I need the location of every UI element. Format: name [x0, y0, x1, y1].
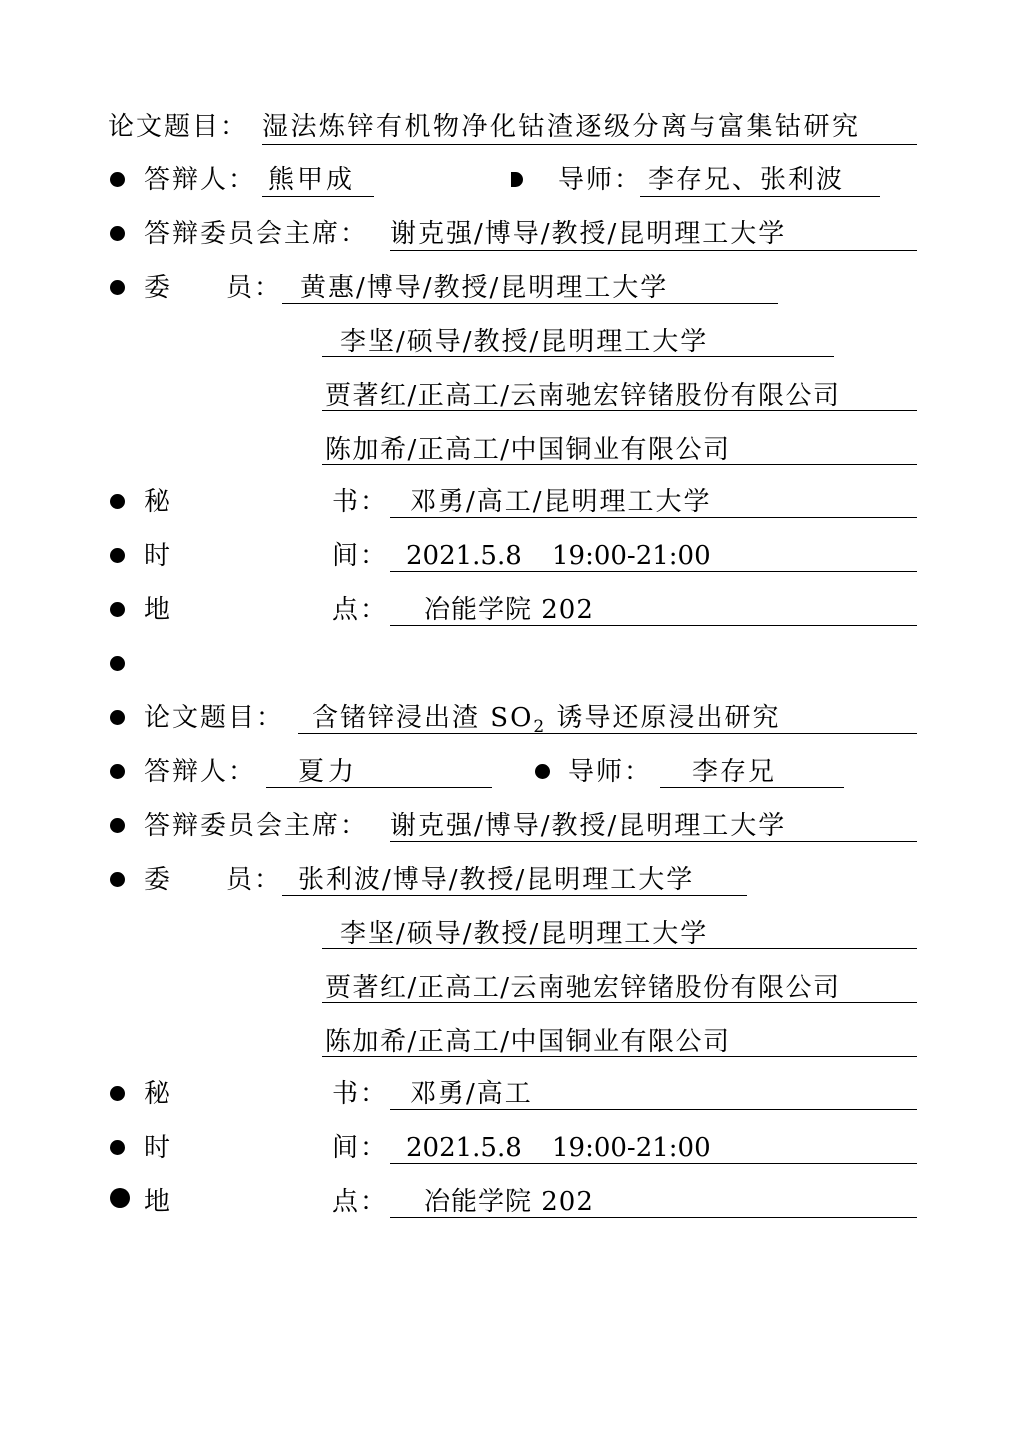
underline	[322, 464, 917, 465]
bullet-icon	[110, 1086, 125, 1101]
underline	[390, 250, 917, 251]
secretary-label-2: 书：	[332, 1079, 389, 1109]
place-label-2: 点：	[332, 595, 389, 625]
underline	[660, 787, 844, 788]
underline	[298, 733, 917, 734]
bullet-icon	[110, 602, 125, 617]
underline	[322, 1002, 917, 1003]
member-item: 陈加希/正高工/中国铜业有限公司	[325, 435, 731, 465]
bullet-icon	[511, 172, 523, 187]
bullet-icon	[110, 1140, 125, 1155]
time-range: 19:00-21:00	[552, 541, 711, 571]
bullet-icon	[110, 494, 125, 509]
advisor-name: 李存兄	[692, 757, 777, 787]
thesis-title	[312, 701, 781, 744]
members-label-1: 委	[144, 273, 173, 303]
underline	[262, 144, 917, 145]
underline	[640, 196, 880, 197]
place-label-2: 点：	[332, 1187, 389, 1217]
bullet-icon	[110, 710, 125, 725]
time-range: 19:00-21:00	[552, 1133, 711, 1163]
time-label-2: 间：	[332, 1133, 389, 1163]
member-item: 贾著红/正高工/云南驰宏锌锗股份有限公司	[325, 381, 841, 411]
time-date: 2021.5.8	[406, 541, 522, 571]
defender-label: 答辩人：	[144, 165, 257, 195]
secretary-label-1: 秘	[144, 1079, 173, 1109]
defender-name: 夏力	[298, 757, 359, 787]
bullet-icon	[110, 280, 125, 295]
advisor-name: 李存兄、张利波	[648, 165, 845, 195]
underline	[322, 356, 834, 357]
underline	[322, 410, 917, 411]
underline	[282, 895, 747, 896]
time-date: 2021.5.8	[406, 1133, 522, 1163]
defender-label: 答辩人：	[144, 757, 257, 787]
time-label-1: 时	[144, 1133, 173, 1163]
secretary-label-1: 秘	[144, 487, 173, 517]
underline	[390, 1109, 917, 1110]
chair-name: 谢克强/博导/教授/昆明理工大学	[390, 219, 787, 249]
bullet-icon	[110, 656, 125, 671]
time-label-2: 间：	[332, 541, 389, 571]
defender-name: 熊甲成	[268, 165, 356, 195]
place-label-1: 地	[144, 1187, 173, 1217]
place-label-1: 地	[144, 595, 173, 625]
secretary-name: 邓勇/高工	[410, 1079, 533, 1109]
member-item: 黄惠/博导/教授/昆明理工大学	[300, 273, 669, 303]
underline	[390, 841, 917, 842]
bullet-icon	[110, 548, 125, 563]
member-item: 陈加希/正高工/中国铜业有限公司	[325, 1027, 731, 1057]
underline	[322, 1056, 917, 1057]
chair-label: 答辩委员会主席：	[144, 811, 369, 841]
advisor-label: 导师：	[558, 165, 643, 195]
chair-label: 答辩委员会主席：	[144, 219, 369, 249]
bullet-icon	[110, 818, 125, 833]
member-item: 李坚/硕导/教授/昆明理工大学	[340, 919, 709, 949]
bullet-icon	[110, 226, 125, 241]
member-item: 李坚/硕导/教授/昆明理工大学	[340, 327, 709, 357]
underline	[390, 571, 917, 572]
member-item: 张利波/博导/教授/昆明理工大学	[298, 865, 695, 895]
chair-name: 谢克强/博导/教授/昆明理工大学	[390, 811, 787, 841]
bullet-icon	[110, 872, 125, 887]
underline	[266, 787, 492, 788]
members-label-1: 委	[144, 865, 173, 895]
members-label-2: 员：	[226, 865, 283, 895]
bullet-icon	[535, 764, 550, 779]
place-name: 冶能学院 202	[424, 1187, 594, 1217]
underline	[390, 517, 917, 518]
title-part: 诱导还原浸出研究	[546, 703, 781, 733]
time-label-1: 时	[144, 541, 173, 571]
advisor-label: 导师：	[568, 757, 653, 787]
underline	[390, 625, 917, 626]
bullet-icon	[110, 764, 125, 779]
underline	[390, 1217, 917, 1218]
title-subscript: 2	[533, 717, 547, 737]
member-item: 贾著红/正高工/云南驰宏锌锗股份有限公司	[325, 973, 841, 1003]
title-part: 含锗锌浸出渣 SO	[312, 703, 534, 733]
place-name: 冶能学院 202	[424, 595, 594, 625]
thesis-title: 湿法炼锌有机物净化钴渣逐级分离与富集钴研究	[262, 112, 861, 142]
bullet-icon	[110, 172, 125, 187]
underline	[390, 1163, 917, 1164]
underline	[282, 303, 778, 304]
members-label-2: 员：	[226, 273, 283, 303]
bullet-icon	[110, 1188, 130, 1208]
secretary-label-2: 书：	[332, 487, 389, 517]
underline	[262, 196, 374, 197]
secretary-name: 邓勇/高工/昆明理工大学	[410, 487, 712, 517]
title-label: 论文题目：	[144, 703, 285, 733]
title-label: 论文题目：	[108, 112, 249, 142]
underline	[322, 948, 917, 949]
